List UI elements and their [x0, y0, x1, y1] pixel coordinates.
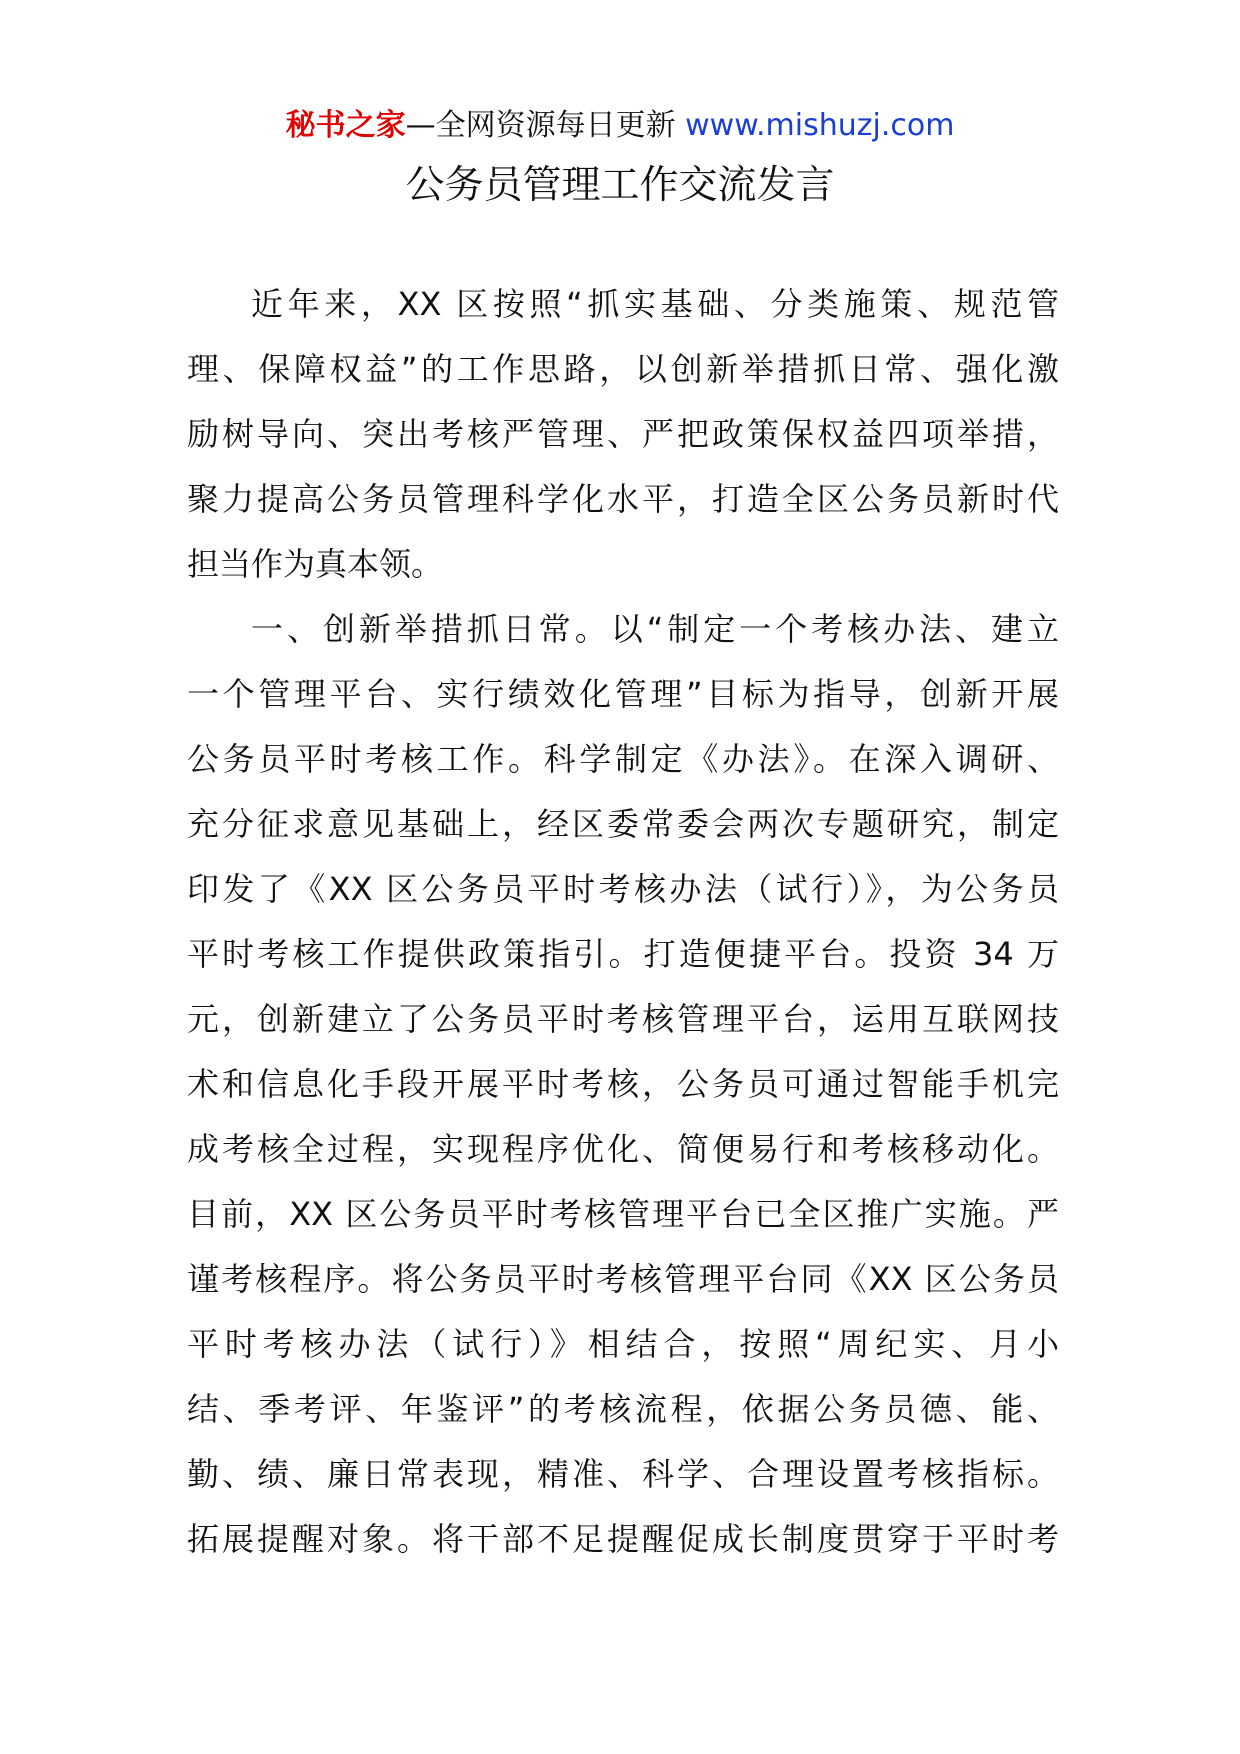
body-line: 聚力提高公务员管理科学化水平，打造全区公务员新时代 [187, 480, 1059, 518]
body-line: 公务员平时考核工作。科学制定《办法》。在深入调研、 [187, 740, 1059, 778]
body-line: 近年来，XX 区按照“抓实基础、分类施策、规范管 [251, 285, 1059, 323]
body-line: 一个管理平台、实行绩效化管理”目标为指导，创新开展 [187, 675, 1059, 713]
body-line: 充分征求意见基础上，经区委常委会两次专题研究，制定 [187, 805, 1059, 843]
document-body [187, 272, 1059, 1572]
site-header [0, 104, 1240, 148]
body-line: 理、保障权益”的工作思路，以创新举措抓日常、强化激 [187, 350, 1059, 388]
body-line: 谨考核程序。将公务员平时考核管理平台同《XX 区公务员 [187, 1260, 1059, 1298]
body-line: 成考核全过程，实现程序优化、简便易行和考核移动化。 [187, 1130, 1059, 1168]
body-line: 印发了《XX 区公务员平时考核办法（试行）》，为公务员 [187, 870, 1059, 908]
body-line: 勤、绩、廉日常表现，精准、科学、合理设置考核指标。 [187, 1455, 1059, 1493]
body-line: 结、季考评、年鉴评”的考核流程，依据公务员德、能、 [187, 1390, 1059, 1428]
body-line: 平时考核工作提供政策指引。打造便捷平台。投资 34 万 [187, 935, 1059, 973]
body-line: 励树导向、突出考核严管理、严把政策保权益四项举措， [187, 415, 1059, 453]
body-line: 拓展提醒对象。将干部不足提醒促成长制度贯穿于平时考 [187, 1520, 1059, 1558]
body-line: 平时考核办法（试行）》相结合，按照“周纪实、月小 [187, 1325, 1059, 1363]
brand-name: 秘书之家 [285, 108, 406, 143]
body-line: 一、创新举措抓日常。以“制定一个考核办法、建立 [251, 610, 1059, 648]
header-tagline: —全网资源每日更新 [405, 108, 676, 143]
document-title: 公务员管理工作交流发言 [405, 163, 835, 208]
body-line: 目前，XX 区公务员平时考核管理平台已全区推广实施。严 [187, 1195, 1059, 1233]
site-url[interactable]: www.mishuzj.com [685, 108, 955, 143]
body-line: 术和信息化手段开展平时考核，公务员可通过智能手机完 [187, 1065, 1059, 1103]
body-line: 元，创新建立了公务员平时考核管理平台，运用互联网技 [187, 1000, 1059, 1038]
body-line: 担当作为真本领。 [187, 545, 444, 583]
